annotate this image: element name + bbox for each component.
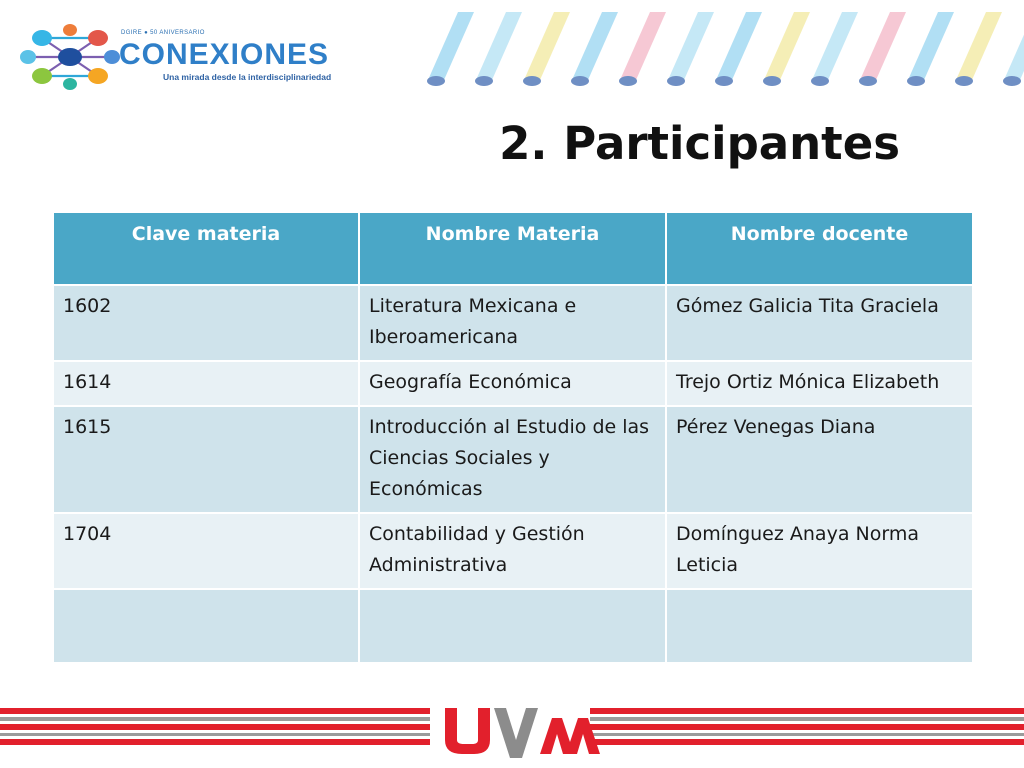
table-row-empty: [53, 589, 973, 663]
table-row: [53, 285, 973, 361]
cell-clave: 1602: [53, 285, 359, 361]
stripe-dot: [811, 76, 829, 86]
stripe-dot: [859, 76, 877, 86]
conexiones-logo: [20, 22, 380, 92]
stripe: [668, 12, 714, 80]
stripe: [860, 12, 906, 80]
cell-docente: [666, 589, 973, 663]
stripe-dot: [907, 76, 925, 86]
stripe: [908, 12, 954, 80]
stripe-dot: [715, 76, 733, 86]
logo-tagline: Una mirada desde la interdisciplinariedad: [163, 72, 332, 82]
header-nombre-materia: Nombre Materia: [359, 212, 666, 285]
cell-materia: Geografía Económica: [359, 361, 666, 406]
stripe-dot: [427, 76, 445, 86]
cell-clave: 1615: [53, 406, 359, 513]
cell-materia: Literatura Mexicana e Iberoamericana: [359, 285, 666, 361]
cell-clave: 1614: [53, 361, 359, 406]
cell-docente: Domínguez Anaya Norma Leticia: [666, 513, 973, 589]
cell-materia: Contabilidad y Gestión Administrativa: [359, 513, 666, 589]
stripe-dot: [1003, 76, 1021, 86]
participants-table-container: [52, 211, 972, 664]
table-header-row: [53, 212, 973, 285]
stripe-dot: [955, 76, 973, 86]
stripe: [716, 12, 762, 80]
cell-clave: 1704: [53, 513, 359, 589]
table-row: [53, 406, 973, 513]
stripe: [1004, 12, 1024, 80]
cell-docente: Trejo Ortiz Mónica Elizabeth: [666, 361, 973, 406]
decorative-stripes: [410, 8, 1024, 92]
stripe: [812, 12, 858, 80]
page-title: 2. Participantes: [499, 117, 900, 170]
stripe: [428, 12, 474, 80]
network-icon: [20, 22, 120, 92]
cell-docente: Gómez Galicia Tita Graciela: [666, 285, 973, 361]
cell-clave: [53, 589, 359, 663]
table-row: [53, 361, 973, 406]
stripe: [476, 12, 522, 80]
stripe-dot: [475, 76, 493, 86]
stripe-dot: [667, 76, 685, 86]
cell-materia: Introducción al Estudio de las Ciencias Sociales y Económicas: [359, 406, 666, 513]
stripe-dot: [571, 76, 589, 86]
header-nombre-docente: Nombre docente: [666, 212, 973, 285]
stripe: [572, 12, 618, 80]
uvaq-logo: [430, 704, 600, 760]
stripe: [956, 12, 1002, 80]
stripe-dot: [523, 76, 541, 86]
logo-superscript: DGIRE ● 50 ANIVERSARIO: [121, 30, 205, 36]
stripe-dot: [619, 76, 637, 86]
cell-docente: Pérez Venegas Diana: [666, 406, 973, 513]
stripe: [764, 12, 810, 80]
stripe: [524, 12, 570, 80]
footer-band: [0, 700, 1024, 768]
cell-materia: [359, 589, 666, 663]
stripe-dot: [763, 76, 781, 86]
table-row: [53, 513, 973, 589]
stripe: [620, 12, 666, 80]
logo-title: CONEXIONES: [119, 38, 330, 71]
participants-table: [52, 211, 974, 664]
header-clave-materia: Clave materia: [53, 212, 359, 285]
